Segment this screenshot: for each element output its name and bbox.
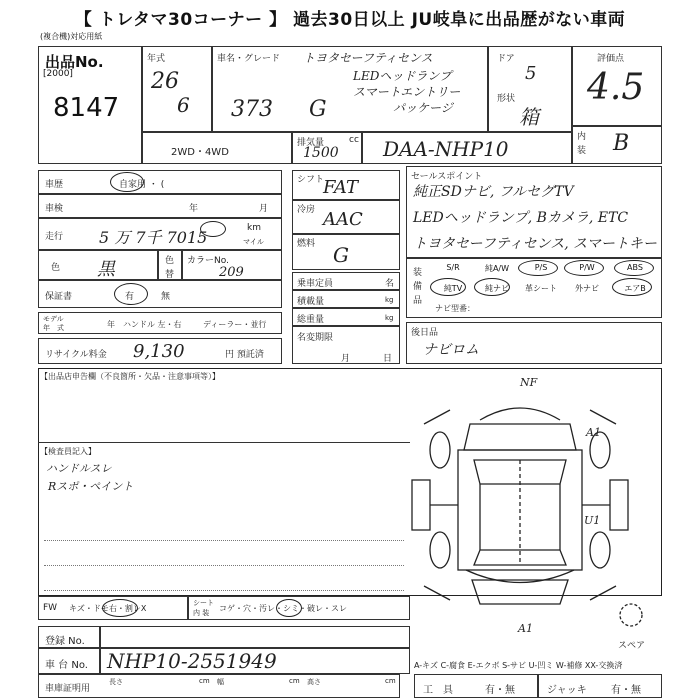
garage-cert-label: 車庫証明用 [45, 684, 91, 694]
interior-label-1: 内 [577, 132, 587, 142]
chassis-value-cell [100, 648, 410, 674]
tools-options: 有・無 [485, 685, 515, 696]
color-change-cell [158, 250, 182, 280]
sales-point-1: 純正SDナビ, フルセグTV [413, 184, 574, 200]
load-label: 積載量 [297, 297, 325, 307]
jack-label: ジャッキ [547, 685, 587, 696]
fuel-label: 燃料 [297, 239, 316, 249]
dealer-options: ディーラー・並行 [203, 320, 267, 329]
model-year-unit: 年 [107, 320, 115, 329]
weight-label: 総重量 [297, 315, 325, 325]
shift-cell [292, 170, 400, 200]
score-value: 4.5 [587, 67, 645, 108]
reg-no-value-cell [100, 626, 410, 648]
chassis-value: NHP10-2551949 [107, 649, 277, 673]
color-label: 色 [51, 263, 61, 273]
warranty-yes: 有 [125, 292, 135, 302]
doors-body-cell [488, 46, 572, 132]
seat-circle [276, 599, 302, 617]
equip-tv: 純TV [443, 284, 463, 293]
damage-legend: A-キズ C-腐食 E-エクボ S-サビ U-凹ミ W-補修 XX-交換済 [414, 661, 623, 670]
cc-unit: cc [349, 135, 359, 145]
inspector-note-1: ハンドルスレ [46, 462, 112, 475]
color-change-label-1: 色 [165, 256, 175, 266]
lot-code: [2000] [43, 69, 73, 79]
inspection-label: 車検 [45, 204, 64, 214]
history-circle [110, 172, 144, 192]
displacement-value: 1500 [303, 145, 339, 161]
jack-options: 有・無 [611, 685, 641, 696]
equip-ps: P/S [534, 263, 548, 272]
mileage-label: 走行 [45, 232, 64, 242]
equip-airbag-circle [612, 278, 652, 296]
load-cell [292, 290, 400, 308]
fw-label: FW [43, 603, 58, 613]
lot-box [38, 46, 142, 164]
equip-alloy-wheel: 純A/W [484, 264, 510, 273]
reg-no-label-cell [38, 626, 100, 648]
displacement-cell [292, 132, 362, 164]
recycle-value: 9,130 [133, 341, 185, 362]
equip-sr: S/R [446, 263, 460, 272]
equip-tv-circle [430, 278, 466, 296]
year-label: 年式 [147, 54, 166, 64]
equip-after-navi: 外ナビ [575, 284, 599, 293]
dotted-line-2 [44, 540, 404, 541]
car-name: トヨタセーフティセンス [303, 51, 433, 65]
equip-abs-circle [614, 260, 654, 276]
reg-month-unit: 月 [341, 354, 351, 364]
equip-label-3: 品 [413, 296, 423, 306]
warranty-row [38, 280, 282, 308]
color-value: 黒 [97, 259, 115, 280]
history-label: 車歴 [45, 180, 64, 190]
fuel-value: G [333, 243, 349, 267]
month-value: 6 [177, 93, 190, 117]
handle-options: ハンドル 左・右 [123, 320, 182, 329]
fw-circle [102, 599, 138, 617]
displacement-label: 排気量 [297, 138, 325, 148]
color-no-value: 209 [219, 265, 244, 280]
reg-day-unit: 日 [383, 354, 393, 364]
model-year-label-2: 年 式 [43, 324, 64, 332]
inspector-label: 【検査員記入】 [40, 447, 96, 456]
reg-deadline-label: 名変期限 [297, 333, 334, 343]
year-cell [142, 46, 212, 132]
width-label: 幅 [217, 678, 224, 686]
mile-unit: マイル [243, 238, 264, 246]
sales-point-cell [406, 166, 662, 258]
chassis-label: 車 台 No. [45, 660, 88, 671]
tools-cell [414, 674, 538, 698]
grade: G [309, 97, 327, 122]
fuel-cell [292, 234, 400, 270]
garage-cert-cell [38, 674, 400, 698]
equip-navi: 純ナビ [485, 284, 509, 293]
sales-point-label: セールスポイント [411, 172, 483, 182]
recycle-label: リサイクル料金 [45, 350, 107, 360]
car-diagram-icon [410, 390, 630, 620]
diagram-a1-rear-mark: A1 [518, 622, 533, 635]
equip-abs: ABS [627, 263, 643, 272]
recycle-row [38, 338, 282, 364]
model-year-row [38, 312, 282, 334]
type-cell [362, 132, 572, 164]
jack-cell [538, 674, 662, 698]
model-year-label-1: モデル [43, 315, 64, 323]
type-value: DAA-NHP10 [383, 137, 509, 161]
interior-value: B [613, 131, 630, 156]
length-label: 長さ [109, 678, 123, 686]
equip-label-1: 装 [413, 268, 423, 278]
equip-ps-circle [518, 260, 558, 276]
after-items-label: 後日品 [411, 328, 439, 338]
capacity-unit: 名 [385, 279, 395, 289]
warranty-circle [114, 283, 148, 305]
score-label: 評価点 [597, 54, 625, 64]
reg-deadline-cell [292, 326, 400, 364]
form-note: (複合機)対応用紙 [40, 32, 103, 41]
width-unit: cm [289, 677, 300, 685]
body-label: 形状 [497, 94, 516, 104]
diagram-a1-mark: A1 [586, 426, 601, 439]
equip-navi-circle [474, 278, 510, 296]
color-change-label-2: 替 [165, 270, 175, 280]
capacity-label: 乗車定員 [297, 279, 334, 289]
diagram-u1-mark: U1 [584, 514, 601, 527]
recycle-unit: 円 預託済 [225, 350, 264, 360]
equip-leather-seat: 革シート [525, 284, 557, 293]
dotted-line-1 [44, 520, 404, 591]
drive-cell [142, 132, 292, 164]
history-row [38, 170, 282, 194]
inspection-month-unit: 月 [259, 204, 269, 214]
year-value: 26 [151, 69, 179, 94]
dotted-line-3 [44, 565, 404, 566]
lot-label: 出品No. [45, 53, 104, 71]
equip-airbag: エアB [624, 284, 646, 293]
spare-label: スペア [618, 641, 646, 651]
name-grade-cell [212, 46, 488, 132]
mileage-value: 5 万 7千 7015 [99, 228, 208, 247]
report-label: 【出品店申告欄（不良箇所・欠品・注意事項等）】 [40, 372, 220, 381]
equip-pw: P/W [579, 263, 595, 272]
color-no-label: カラーNo. [187, 256, 229, 266]
mileage-row [38, 218, 282, 250]
notes-divider [38, 442, 410, 443]
color-cell [38, 250, 158, 280]
car-name-4: パッケージ [393, 101, 453, 115]
body-value: 箱 [519, 105, 539, 129]
height-label: 高さ [307, 678, 321, 686]
ac-value: AAC [323, 209, 363, 230]
seat-label-2: 内 装 [193, 609, 210, 617]
spare-tire-icon [618, 602, 644, 628]
lot-number: 8147 [53, 93, 120, 123]
sales-point-3: トヨタセーフティセンス, スマートキー [413, 236, 657, 252]
load-unit: kg [385, 296, 394, 304]
interior-label-2: 装 [577, 146, 587, 156]
name-grade-label: 車名・グレード [217, 54, 281, 64]
tools-label: 工 具 [423, 685, 453, 696]
warranty-label: 保証書 [45, 292, 73, 302]
km-circle [200, 221, 226, 237]
shift-value: FAT [323, 177, 358, 198]
interior-cell [572, 126, 662, 164]
fw-text: キズ・ドモ右・割レX [69, 604, 147, 613]
height-unit: cm [385, 677, 396, 685]
after-items-value: ナビロム [423, 342, 479, 358]
warranty-no: 無 [161, 292, 171, 302]
ac-cell [292, 200, 400, 234]
km-unit: km [247, 223, 261, 233]
reg-no-label: 登録 No. [45, 636, 85, 647]
equip-pw-circle [564, 260, 604, 276]
chassis-label-cell [38, 648, 100, 674]
doors-label: ドア [497, 54, 515, 64]
seat-text: コゲ・穴・汚レ・シミ・破レ・スレ [219, 604, 347, 613]
sales-point-2: LEDヘッドランプ, Bカメラ, ETC [413, 210, 629, 226]
car-name-2: LEDヘッドランプ [353, 69, 452, 83]
navi-type-label: ナビ型番： [435, 304, 475, 313]
length-unit: cm [199, 677, 210, 685]
diagram-front-mark: NF [520, 376, 538, 389]
ac-label: 冷房 [297, 205, 316, 215]
weight-unit: kg [385, 314, 394, 322]
drive-label: 2WD・4WD [171, 147, 229, 158]
color-no-cell [182, 250, 282, 280]
inspection-row [38, 194, 282, 218]
inspection-year-unit: 年 [189, 204, 199, 214]
capacity-cell [292, 272, 400, 290]
after-items-cell [406, 322, 662, 364]
inspector-note-2: Rスポ・ペイント [48, 480, 134, 493]
equip-label-2: 備 [413, 282, 423, 292]
car-name-3: スマートエントリー [353, 85, 461, 99]
doors-value: 5 [525, 63, 537, 84]
score-cell [572, 46, 662, 126]
banner-title: 【 トレタマ30コーナー 】 過去30日以上 JU岐阜に出品歴がない車両 [0, 0, 700, 34]
seat-label-1: シート [193, 599, 214, 607]
history-options: 自家用 ・ ( [119, 180, 165, 190]
shift-label: シフト [297, 175, 325, 185]
weight-cell [292, 308, 400, 326]
model-code: 373 [231, 97, 273, 122]
